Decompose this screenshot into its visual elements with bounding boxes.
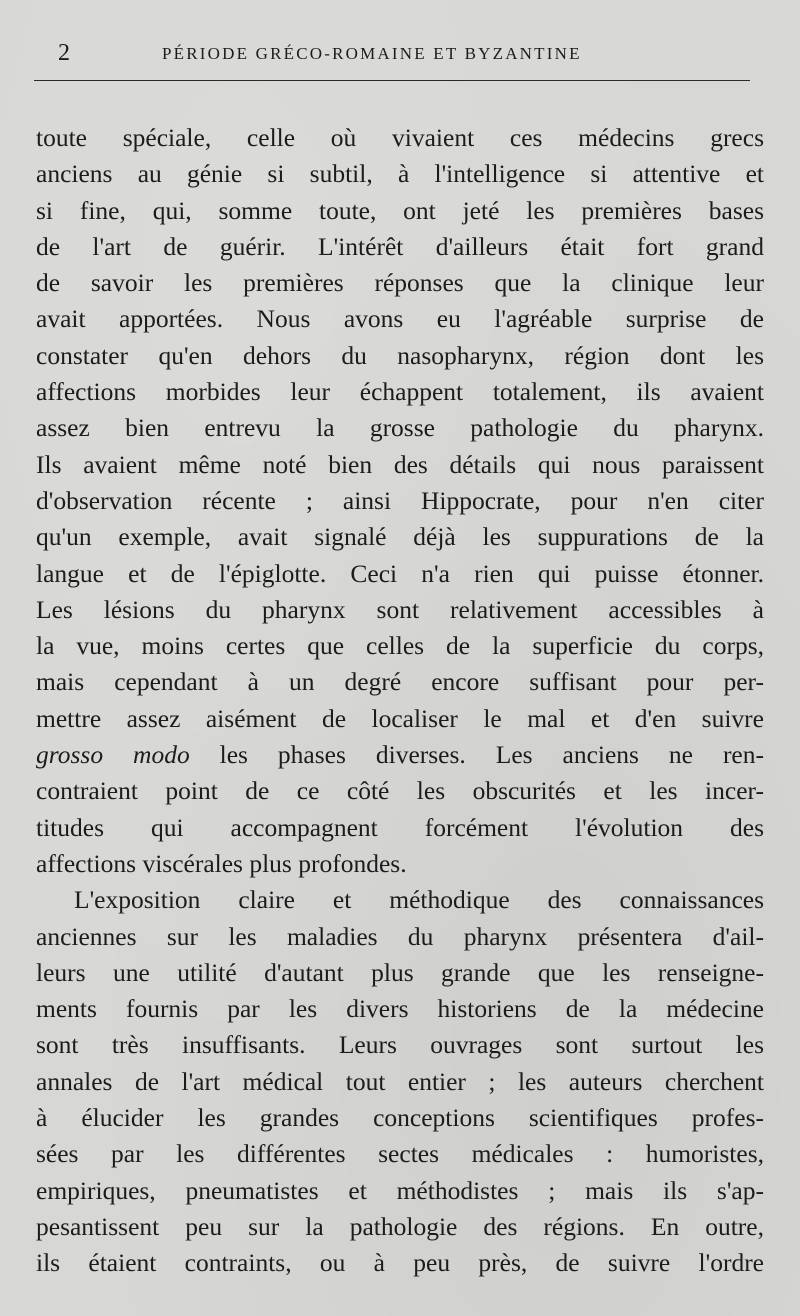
paragraph-first-line: L'exposition claire et méthodique des connaissances <box>74 885 764 915</box>
text-line: ments fournis par les divers historiens de la médecine <box>36 994 764 1024</box>
text-line: anciennes sur les maladies du pharynx présentera d'ail- <box>36 921 764 951</box>
page-number: 2 <box>58 40 70 66</box>
text-line: affections morbides leur échappent totalement, ils avaient <box>36 377 764 407</box>
text-line: assez bien entrevu la grosse pathologie du pharynx. <box>36 413 764 443</box>
text-line: d'observation récente ; ainsi Hippocrate, pour n'en citer <box>36 485 764 515</box>
text-line: annales de l'art médical tout entier ; les auteurs cherchent <box>36 1066 764 1096</box>
paragraph-end-line: affections viscérales plus profondes. <box>36 848 407 878</box>
text-line: contraient point de ce côté les obscurités et les incer- <box>36 776 764 806</box>
text-line: sont très insuffisants. Leurs ouvrages sont surtout les <box>36 1030 764 1060</box>
text-line: mettre assez aisément de localiser le mal et d'en suivre <box>36 703 764 733</box>
text-line: qu'un exemple, avait signalé déjà les suppurations de la <box>36 522 764 552</box>
text-line: avait apportées. Nous avons eu l'agréable surprise de <box>36 304 764 334</box>
text-line: mais cependant à un degré encore suffisant pour per- <box>36 667 764 697</box>
text-line: titudes qui accompagnent forcément l'évolution des <box>36 812 764 842</box>
text-line: de savoir les premières réponses que la clinique leur <box>36 268 764 298</box>
text-line: la vue, moins certes que celles de la superficie du corps, <box>36 631 764 661</box>
header-rule <box>34 80 750 81</box>
running-head: PÉRIODE GRÉCO-ROMAINE ET BYZANTINE <box>162 44 582 63</box>
text-line: Les lésions du pharynx sont relativement accessibles à <box>36 594 764 624</box>
text-line: constater qu'en dehors du nasopharynx, région dont les <box>36 340 764 370</box>
text-line: empiriques, pneumatistes et méthodistes ; mais ils s'ap- <box>36 1175 764 1205</box>
text-line: langue et de l'épiglotte. Ceci n'a rien qui puisse étonner. <box>36 558 764 588</box>
body-text <box>36 120 764 1282</box>
text-line: Ils avaient même noté bien des détails qui nous paraissent <box>36 449 764 479</box>
italic-phrase: grosso modo <box>36 740 190 770</box>
text-line: pesantissent peu sur la pathologie des régions. En outre, <box>36 1211 764 1241</box>
text-line: de l'art de guérir. L'intérêt d'ailleurs était fort grand <box>36 231 764 261</box>
text-line: leurs une utilité d'autant plus grande que les renseigne- <box>36 957 764 987</box>
text-line <box>36 737 764 773</box>
text-line: sées par les différentes sectes médicales : humoristes, <box>36 1139 764 1169</box>
text-line: à élucider les grandes conceptions scientifiques profes- <box>36 1103 764 1133</box>
text-line: ils étaient contraints, ou à peu près, de suivre l'ordre <box>36 1248 764 1278</box>
text-line-rest: les phases diverses. Les anciens ne ren- <box>189 740 764 770</box>
text-line: toute spéciale, celle où vivaient ces médecins grecs <box>36 123 764 152</box>
text-line: si fine, qui, somme toute, ont jeté les premières bases <box>36 195 764 225</box>
page-header <box>34 38 750 70</box>
text-line: anciens au génie si subtil, à l'intelligence si attentive et <box>36 159 764 189</box>
